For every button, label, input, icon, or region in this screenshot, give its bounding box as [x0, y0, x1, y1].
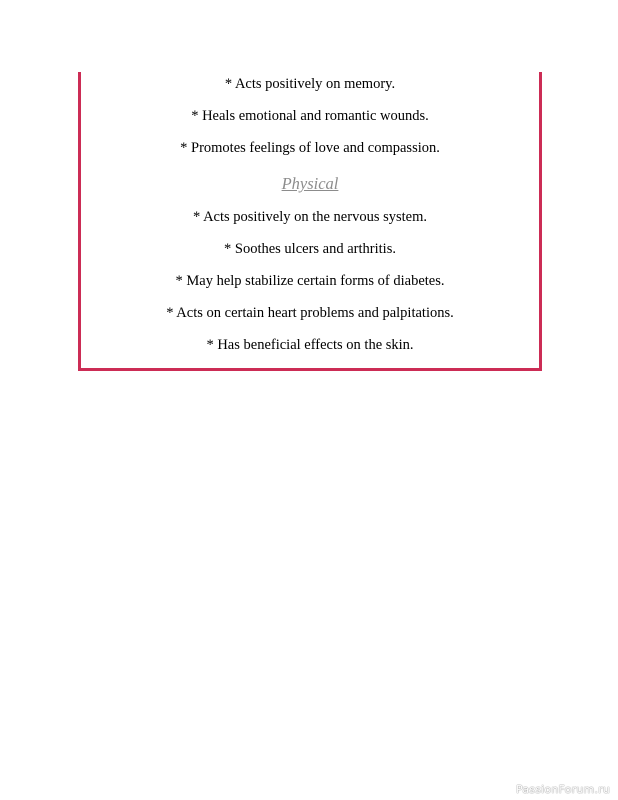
- benefit-item-heart: * Acts on certain heart problems and palpitations.: [166, 305, 454, 321]
- benefit-item-love-compassion: * Promotes feelings of love and compassion.: [180, 140, 440, 156]
- benefit-item-skin: * Has beneficial effects on the skin.: [206, 337, 414, 353]
- benefit-item-nervous-system: * Acts positively on the nervous system.: [193, 209, 427, 225]
- benefit-item-diabetes: * May help stabilize certain forms of diabetes.: [175, 273, 445, 289]
- benefit-item-ulcers-arthritis: * Soothes ulcers and arthritis.: [224, 241, 396, 257]
- site-watermark: PassionForum.ru: [516, 783, 610, 796]
- section-heading-physical: Physical: [281, 174, 339, 193]
- bordered-content-box: [78, 72, 542, 371]
- benefit-item-emotional-wounds: * Heals emotional and romantic wounds.: [191, 108, 429, 124]
- benefit-item-memory: * Acts positively on memory.: [224, 76, 396, 92]
